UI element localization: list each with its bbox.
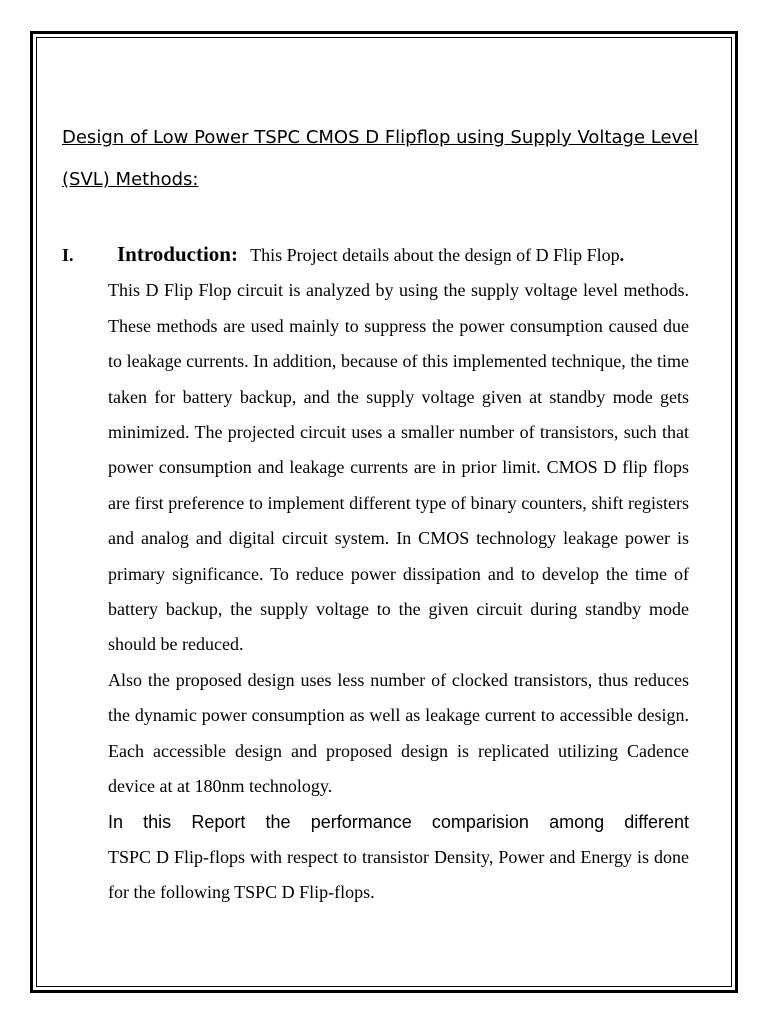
section-numeral: I. — [62, 245, 74, 265]
paragraph-1: This D Flip Flop circuit is analyzed by using the supply voltage level methods. These methods are used mainly to suppress the power consumption caused due to leakage currents. In addition, because of this implemented technique, the time taken for battery backup, and the supply voltage given at standby mode gets minimized. The projected circuit uses a smaller number of transistors, such that power consumption and leakage currents are in prior limit. CMOS D flip flops are first preference to implement different type of binary counters, shift registers and analog and digital circuit system. In CMOS technology leakage power is primary significance. To reduce power dissipation and to develop the time of battery backup, the supply voltage to the given circuit during standby mode should be reduced. — [108, 280, 689, 655]
document-title — [62, 117, 702, 201]
paragraph-3 — [108, 805, 689, 911]
paragraph-2: Also the proposed design uses less number of clocked transistors, thus reduces the dynamic power consumption as well as leakage current to accessible design. Each accessible design and proposed design is replicated utilizing Cadence device at at 180nm technology. — [108, 669, 689, 797]
section-heading-line — [62, 237, 689, 273]
section-lead-end: . — [619, 245, 625, 265]
document-title-text: Design of Low Power TSPC CMOS D Flipflop using Supply Voltage Level (SVL) Methods: — [62, 127, 699, 190]
paragraph-3-lead: In this Report the performance comparision among different — [108, 811, 689, 832]
paragraph-3-rest: TSPC D Flip-flops with respect to transistor Density, Power and Energy is done for the following TSPC D Flip-flops. — [108, 846, 689, 903]
section-heading: Introduction: — [117, 242, 238, 266]
introduction-section — [62, 237, 689, 911]
section-lead-text: This Project details about the design of D Flip Flop — [250, 245, 620, 265]
